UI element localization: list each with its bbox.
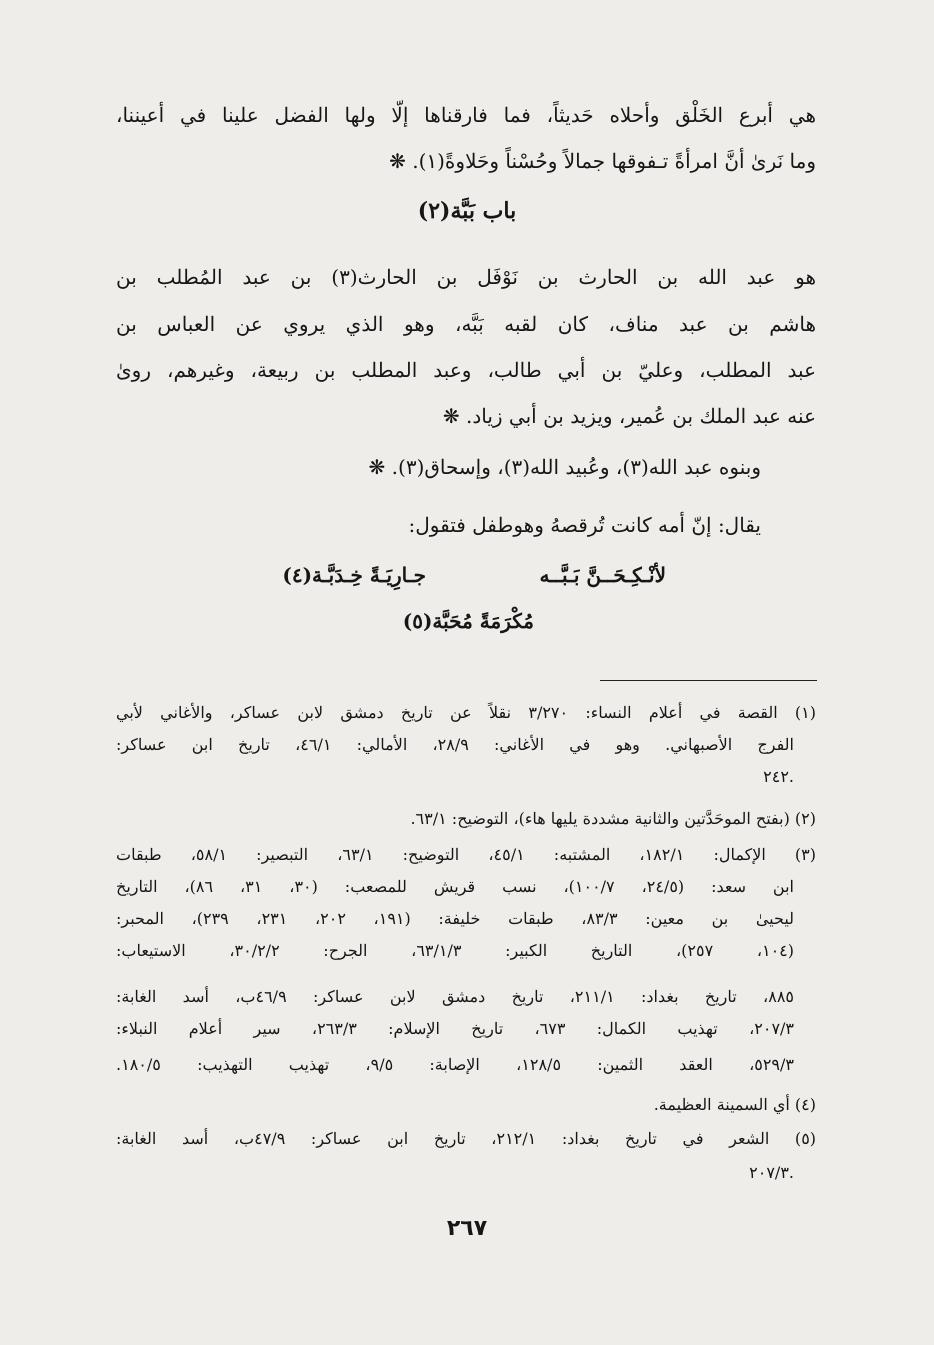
footnote-2: (٢) (بفتح الموحَدَّتين والثانية مشددة يليها هاء)، التوضيح: ٦٣/١. <box>410 809 816 828</box>
footnote-3: (٣) الإكمال: ١٨٢/١، المشتبه: ٤٥/١، التوضيح: ٦٣/١، التبصير: ٥٨/١، طبقات <box>116 845 817 864</box>
saying-line: يقال: إنّ أمه كانت تُرقصهُ وهوطفل فتقول: <box>408 513 761 537</box>
verse-hemistich-second: جـارِيَـةً خِـدَبَّـة(٤) <box>282 563 426 587</box>
body-line: هاشم بن عبد مناف، كان لقبه بَبَّه، وهو الذي يروي عن العباس بن <box>116 312 816 336</box>
footnote-rule <box>600 680 817 681</box>
body-line: عبد المطلب، وعليّ بن أبي طالب، وعبد المطلب بن ربيعة، وغيرهم، روىٰ <box>116 358 816 382</box>
body-line: عنه عبد الملك بن عُمير، ويزيد بن أبي زياد. ❋ <box>442 404 816 428</box>
footnote-1-cont: ٢٤٢. <box>763 767 794 786</box>
verse-line: مُكْرَمَةً مُحَبَّة(٥) <box>402 609 534 633</box>
footnote-1: (١) القصة في أعلام النساء: ٣/٢٧٠ نقلاً عن تاريخ دمشق لابن عساكر، والأغاني لأبي <box>116 703 816 722</box>
footnote-3-cont: ليحيىٰ بن معين: ٨٣/٣، طبقات خليفة: (١٩١، ٢٠٢، ٢٣١، ٢٣٩)، المحبر: <box>116 909 795 928</box>
footnote-5-cont: ٢٠٧/٣. <box>749 1163 794 1182</box>
sons-line: وبنوه عبد الله(٣)، وعُبيد الله(٣)، وإسحاق(٣). ❋ <box>368 455 761 479</box>
footnote-3-cont: ٨٨٥، تاريخ بغداد: ٢١١/١، تاريخ دمشق لابن عساكر: ٤٦/٩ب، أسد الغابة: <box>116 987 794 1006</box>
footnote-3-cont: ابن سعد: (٢٤/٥، ١٠٠/٧)، نسب قريش للمصعب: (٣٠، ٣١، ٨٦)، التاريخ <box>116 877 794 896</box>
footnote-3-cont: ٥٢٩/٣، العقد الثمين: ١٢٨/٥، الإصابة: ٩/٥، تهذيب التهذيب: ١٨٠/٥. <box>116 1055 794 1074</box>
footnote-4: (٤) أي السمينة العظيمة. <box>653 1095 816 1114</box>
footnote-1-cont: الفرج الأصبهاني. وهو في الأغاني: ٢٨/٩، الأمالي: ٤٦/١، تاريخ ابن عساكر: <box>116 735 794 754</box>
body-line: هي أبرع الخَلْق وأحلاه حَديثاً، فما فارقناها إلّا ولها الفضل علينا في أعيننا، <box>116 103 816 127</box>
footnote-3-cont: ٢٠٧/٣، تهذيب الكمال: ٦٧٣، تاريخ الإسلام: ٢٦٣/٣، سير أعلام النبلاء: <box>116 1019 795 1038</box>
footnote-3-cont: (١٠٤، ٢٥٧)، التاريخ الكبير: ٦٣/١/٣، الجرح: ٣٠/٢/٢، الاستيعاب: <box>116 941 795 960</box>
page-number: ٢٦٧ <box>446 1216 488 1241</box>
verse-hemistich-first: لأنْـكِـحَــنَّ بَـبَّــه <box>539 563 666 587</box>
body-line: هو عبد الله بن الحارث بن نَوْفَل بن الحارث(٣) بن عبد المُطلب بن <box>116 265 816 289</box>
body-line: وما نَرىٰ أنَّ امرأةً تـفوقها جمالاً وحُسْناً وحَلاوةً(١). ❋ <box>389 149 816 173</box>
footnote-5: (٥) الشعر في تاريخ بغداد: ٢١٢/١، تاريخ ابن عساكر: ٤٧/٩ب، أسد الغابة: <box>116 1129 817 1148</box>
chapter-heading: باب بَبَّة(٢) <box>417 198 517 224</box>
